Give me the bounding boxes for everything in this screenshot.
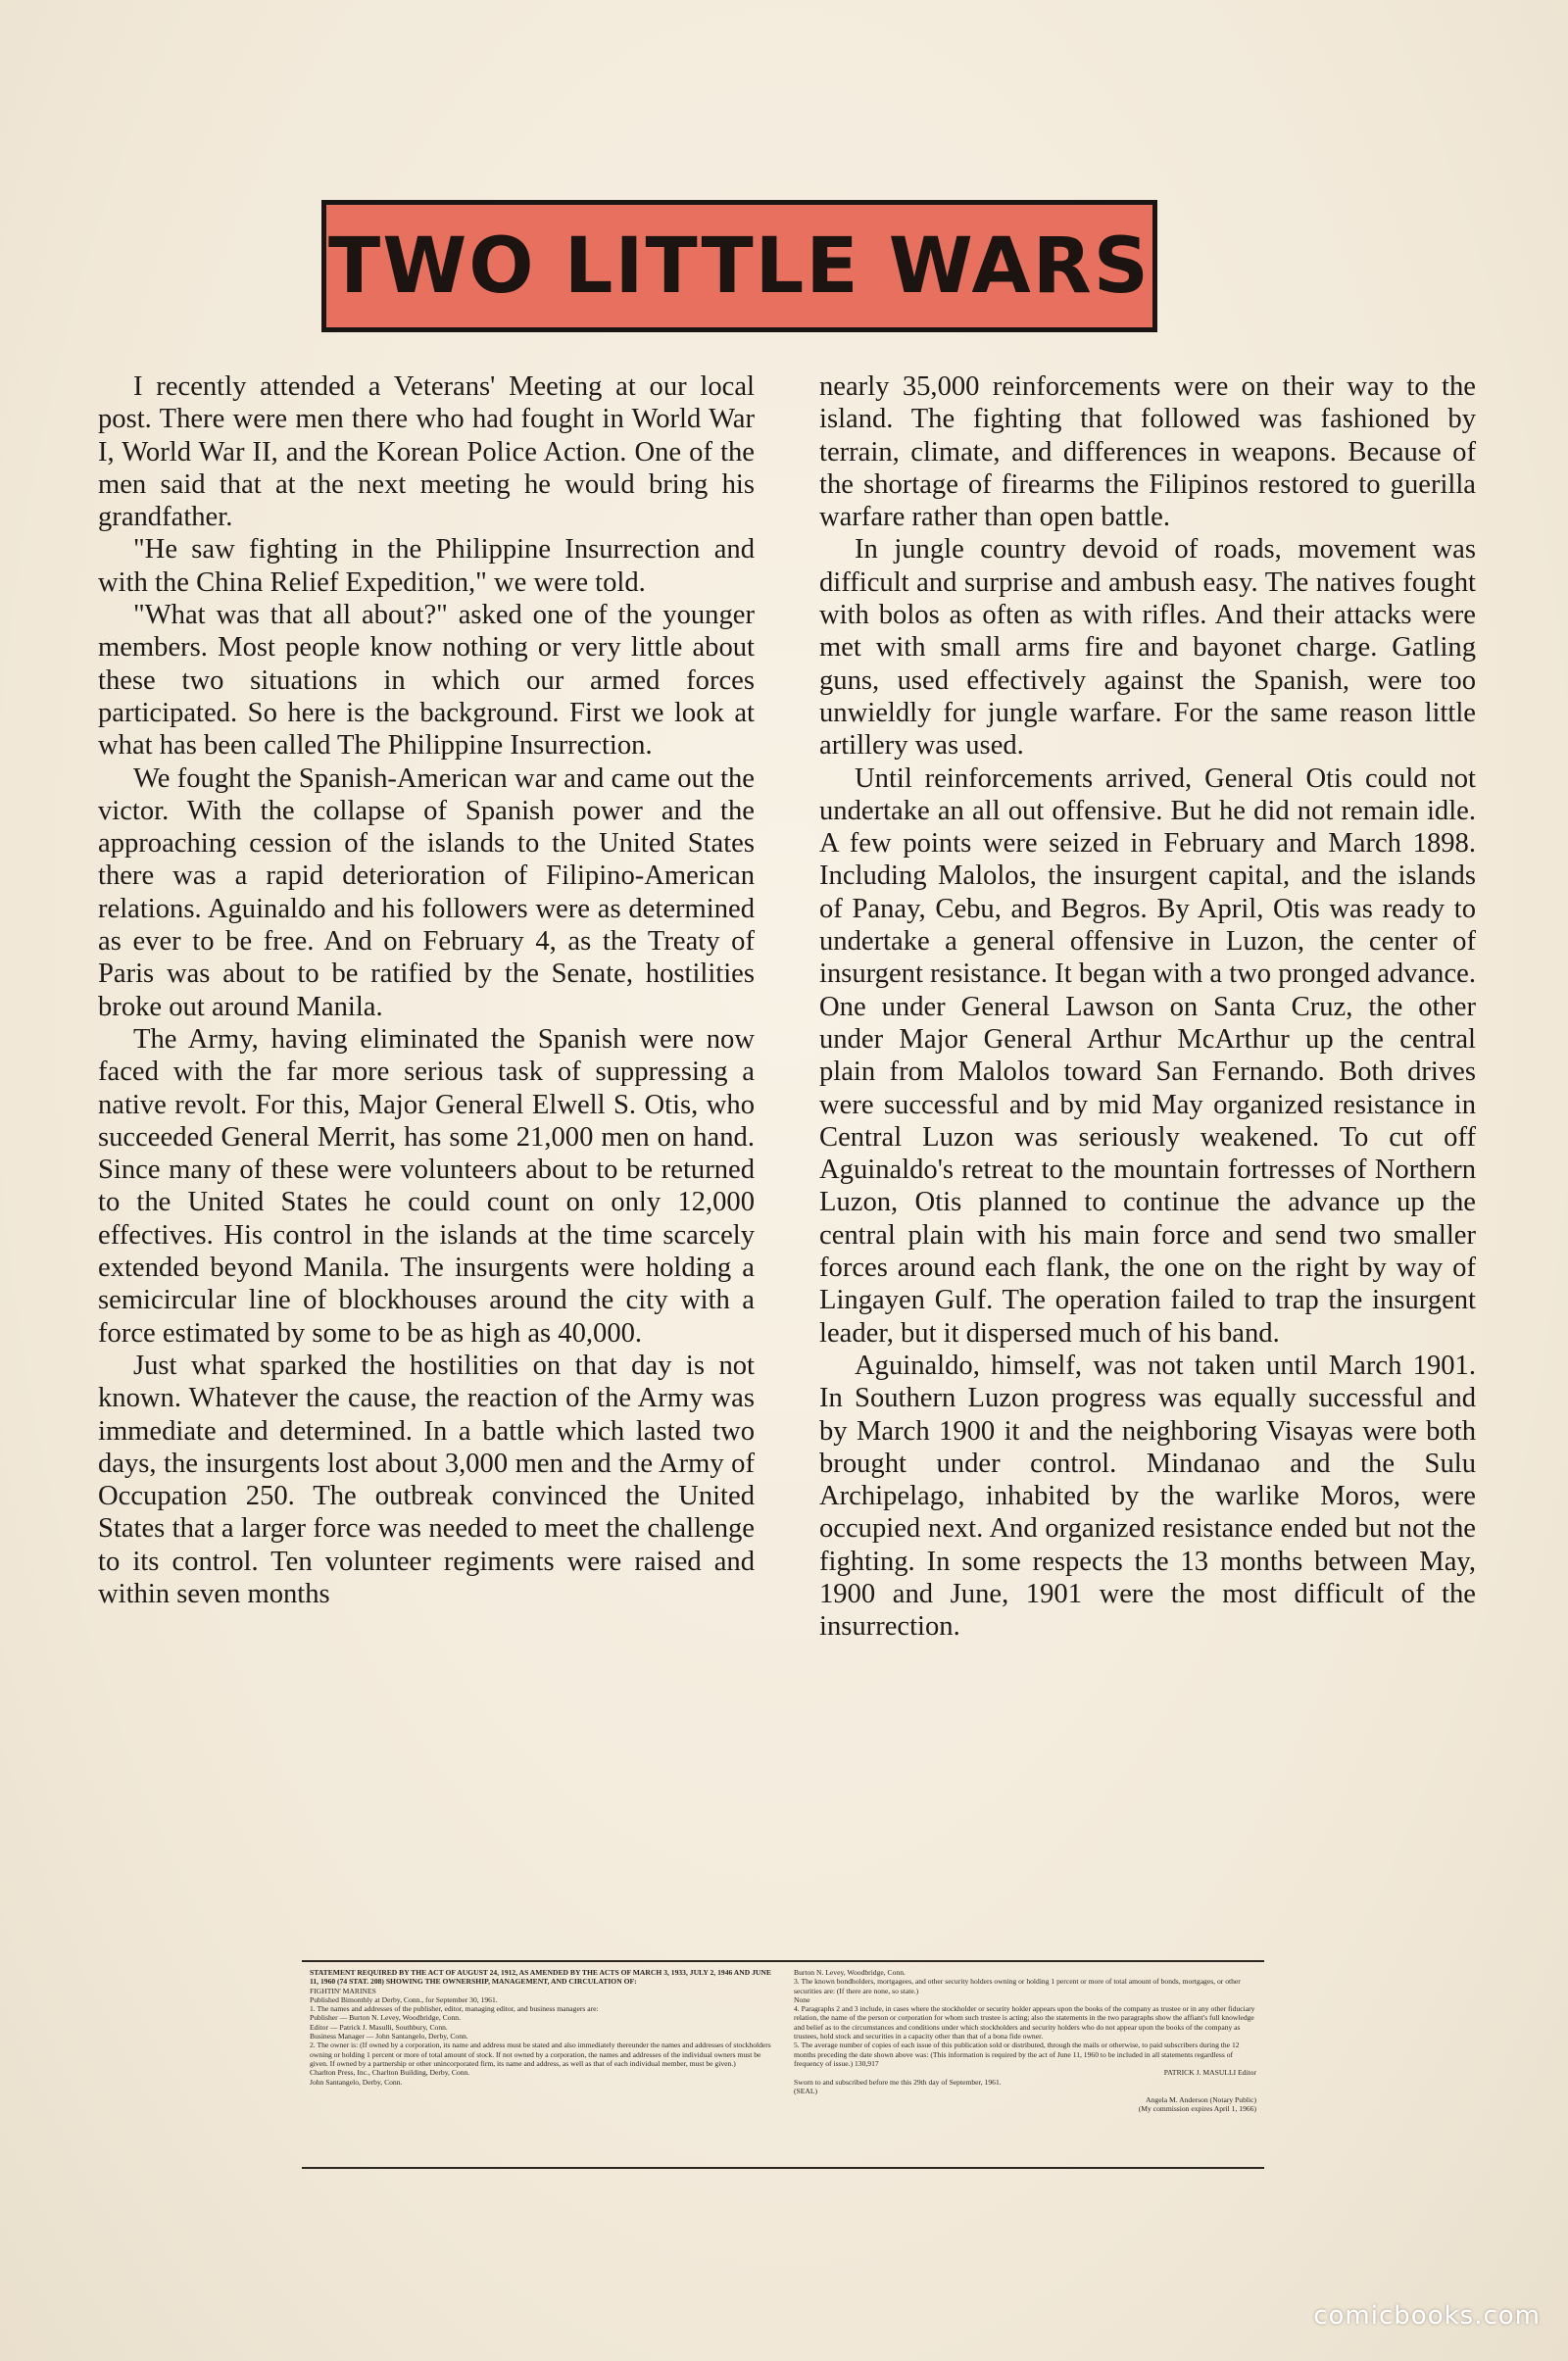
left-column (98, 370, 755, 1610)
statement-item-5: 5. The average number of copies of each issue of this publication sold or distributed, through the mails or otherwise, to paid subscribers during the 12 months preceding the date shown above was: (This information is required by the act of June 11, 1960 to be included in all statements regardless of frequency of issue.) 130,917 (794, 2041, 1240, 2068)
paragraph-continuation: nearly 35,000 reinforcements were on their way to the island. The fighting that followed was fashioned by terrain, climate, and differences in weapons. Because of the shortage of firearms the Filipinos restored to guerilla warfare rather than open battle. (819, 371, 1476, 533)
statement-item-2: 2. The owner is: (If owned by a corporation, its name and address must be stated and also immediately thereunder the names and addresses of stockholders owning or holding 1 percent or more of total amount of stock. If not owned by a corporation, the names and addresses of the individual owners must be given. If owned by a partnership or other unincorporated firm, its name and address, as well as that of each individual member, must be given.) (310, 2041, 771, 2068)
statement-item-4: 4. Paragraphs 2 and 3 include, in cases where the stockholder or security holder appears upon the books of the company as trustee or in any other fiduciary relation, the name of the person or corporation for whom such trustee is acting; also the statements in the two paragraphs show the affiant's full knowledge and belief as to the circumstances and conditions under which stockholders and security holders who do not appear upon the books of the company as trustees, hold stock and securities in a capacity other than that of a bona fide owner. (794, 2004, 1255, 2041)
article-title: TWO LITTLE WARS (328, 221, 1151, 311)
ownership-statement (302, 1960, 1264, 2169)
paragraph: The Army, having eliminated the Spanish were now faced with the far more serious task of suppressing a native revolt. For this, Major General Elwell S. Otis, who succeeded General Merrit, has some 21,000 men on hand. Since many of these were volunteers about to be returned to the United States he could count on only 12,000 effectives. His control in the islands at the time scarcely extended beyond Manila. The insurgents were holding a semicircular line of blockhouses around the city with a force estimated by some to be as high as 40,000. (98, 1023, 755, 1349)
paragraph: "He saw fighting in the Philippine Insurrection and with the China Relief Expedition," we were told. (98, 534, 755, 598)
statement-owner: Burton N. Levey, Woodbridge, Conn. (794, 1968, 906, 1977)
paragraph: "What was that all about?" asked one of the younger members. Most people know nothing or very little about these two situations in which our armed forces participated. So here is the background. First we look at what has been called The Philippine Insurrection. (98, 600, 755, 762)
statement-none: None (794, 1994, 810, 2004)
statement-owner: Charlton Press, Inc., Charlton Building, Derby, Conn. (310, 2068, 470, 2078)
statement-frequency: Published Bimonthly at Derby, Conn., for September 30, 1961. (310, 1994, 498, 2004)
statement-signature: PATRICK J. MASULLI Editor (1163, 2068, 1256, 2078)
statement-publication: FIGHTIN' MARINES (310, 1986, 376, 1995)
statement-heading: STATEMENT REQUIRED BY THE ACT OF AUGUST 24, 1912, AS AMENDED BY THE ACTS OF MARCH 3, 1933, JULY 2, 1946 AND JUNE 11, 1960 (74 STAT. 208) SHOWING THE OWNERSHIP, MANAGEMENT, AND CIRCULATION OF: (310, 1968, 771, 1987)
paragraph: Until reinforcements arrived, General Otis could not undertake an all out offensive. But he did not remain idle. A few points were seized in February and March 1898. Including Malolos, the insurgent capital, and the islands of Panay, Cebu, and Begros. By April, Otis was ready to undertake a general offensive in Luzon, the center of insurgent resistance. It began with a two pronged advance. One under General Lawson on Santa Cruz, the other under Major General Arthur McArthur up the central plain from Malolos toward San Fernando. Both drives were successful and by mid May organized resistance in Central Luzon was seriously weakened. To cut off Aguinaldo's retreat to the mountain fortresses of Northern Luzon, Otis planned to continue the advance up the central plain with his main force and send two smaller forces around each flank, the one on the right by way of Lingayen Gulf. The operation failed to trap the insurgent leader, but it dispersed much of his band. (819, 762, 1476, 1349)
paragraph: In jungle country devoid of roads, movement was difficult and surprise and ambush easy. The natives fought with bolos as often as with rifles. And their attacks were met with small arms fire and bayonet charge. Gatling guns, used effectively against the Spanish, were too unwieldly for jungle warfare. For the same reason little artillery was used. (819, 534, 1476, 762)
statement-business-manager: Business Manager — John Santangelo, Derby, Conn. (310, 2032, 468, 2041)
paragraph: Just what sparked the hostilities on that day is not known. Whatever the cause, the reaction of the Army was immediate and determined. In a battle which lasted two days, the insurgents lost about 3,000 men and the Army of Occupation 250. The outbreak convinced the United States that a larger force was needed to meet the challenge to its control. Ten volunteer regiments were raised and within seven months (98, 1350, 755, 1609)
statement-commission: (My commission expires April 1, 1966) (1138, 2104, 1256, 2114)
statement-left-column (310, 1968, 772, 2161)
statement-item-3: 3. The known bondholders, mortgagees, and other security holders owning or holding 1 percent or more of total amount of bonds, mortgages, or other securities are: (If there are none, so state.) (794, 1977, 1241, 1995)
statement-seal: (SEAL) (794, 2086, 818, 2095)
title-banner (321, 200, 1157, 332)
right-column (819, 370, 1476, 1644)
paragraph: We fought the Spanish-American war and came out the victor. With the collapse of Spanish power and the approaching cession of the islands to the United States there was a rapid deterioration of Filipino-American relations. Aguinaldo and his followers were as determined as ever to be free. And on February 4, as the Treaty of Paris was about to be ratified by the Senate, hostilities broke out around Manila. (98, 762, 755, 1022)
statement-owner: John Santangelo, Derby, Conn. (310, 2077, 403, 2087)
statement-item-1: 1. The names and addresses of the publisher, editor, managing editor, and business managers are: (310, 2004, 599, 2014)
statement-editor: Editor — Patrick J. Masulli, Southbury, Conn. (310, 2022, 448, 2032)
statement-right-column (794, 1968, 1256, 2161)
paragraph: Aguinaldo, himself, was not taken until March 1901. In Southern Luzon progress was equally successful and by March 1900 it and the neighboring Visayas were both brought under control. Mindanao and the Sulu Archipelago, inhabited by the warlike Moros, were occupied next. And organized resistance ended but not the fighting. In some respects the 13 months between May, 1900 and June, 1901 were the most difficult of the insurrection. (819, 1350, 1476, 1643)
statement-notary: Angela M. Anderson (Notary Public) (1146, 2095, 1256, 2105)
statement-publisher: Publisher — Burton N. Levey, Woodbridge, Conn. (310, 2013, 461, 2023)
site-watermark: comicbooks.com (1313, 2301, 1541, 2331)
statement-sworn: Sworn to and subscribed before me this 29th day of September, 1961. (794, 2077, 1002, 2087)
paragraph: I recently attended a Veterans' Meeting at our local post. There were men there who had fought in World War I, World War II, and the Korean Police Action. One of the men said that at the next meeting he would bring his grandfather. (98, 371, 755, 533)
